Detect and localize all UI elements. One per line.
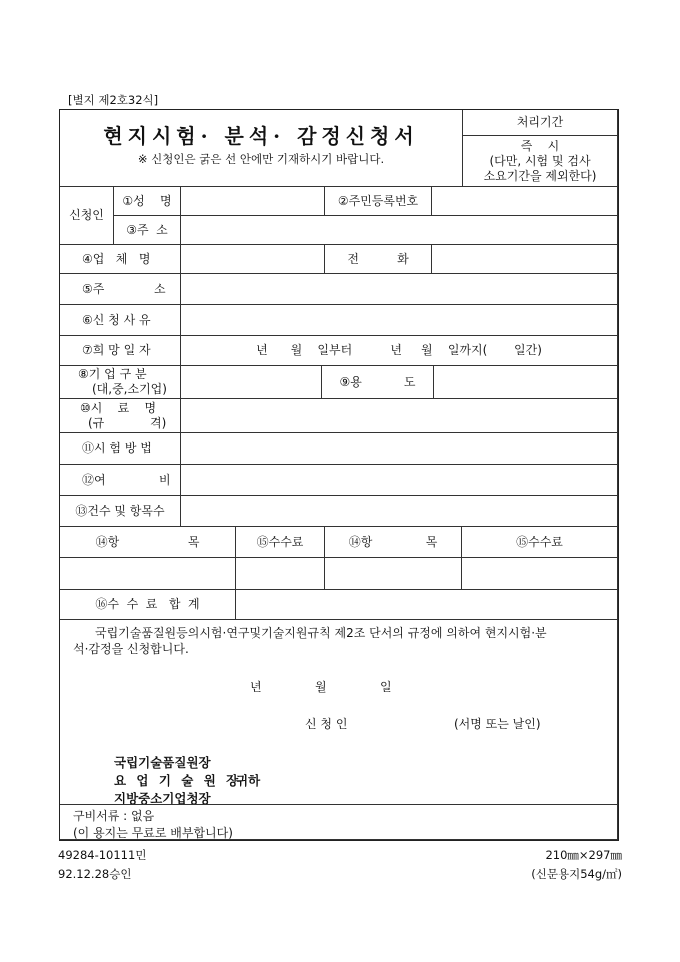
item-header-1: ⑭항 목 (59, 526, 236, 558)
reason-label: ⑥신 청 사 유 (59, 304, 181, 336)
free-note: (이 용지는 무료로 배부합니다) (73, 826, 233, 840)
name-label: ①성 명 (113, 186, 181, 216)
fee-total-input[interactable] (235, 589, 618, 620)
rrn-label: ②주민등록번호 (324, 186, 432, 216)
fee-input-1[interactable] (235, 557, 325, 590)
date-input[interactable]: 년 월 일부터 년 월 일까지( 일간) (180, 335, 618, 366)
processing-value-cell (462, 135, 618, 187)
address2-input[interactable] (180, 273, 618, 305)
footer-paper: (신문용지54g/㎡) (531, 867, 622, 881)
footer-code: 49284-10111민 (58, 848, 147, 862)
header-title-cell (59, 109, 463, 187)
signature-note: (서명 또는 날인) (454, 717, 541, 731)
declaration-line-2: 석·감정을 신청합니다. (73, 642, 189, 656)
processing-note-2: 소요기간을 제외한다) (483, 168, 597, 183)
count-input[interactable] (180, 495, 618, 527)
enterprise-input[interactable] (180, 365, 322, 399)
fee-input-2[interactable] (461, 557, 618, 590)
date-label: ⑦희 망 일 자 (59, 335, 181, 366)
address2-label: ⑤주 소 (59, 273, 181, 305)
enterprise-label-cell (59, 365, 181, 399)
fee-header-2: ⑮수수료 (461, 526, 618, 558)
declaration-date: 년 월 일 (250, 680, 392, 694)
processing-note-1: (다만, 시험 및 검사 (489, 153, 591, 168)
attachments: 구비서류 : 없음 (73, 809, 155, 823)
processing-value: 즉 시 (520, 138, 560, 153)
travel-input[interactable] (180, 464, 618, 496)
recipient-suffix: 귀하 (236, 773, 261, 788)
form-number: [별지 제2호32식] (68, 93, 159, 107)
travel-label: ⑫여 비 (59, 464, 181, 496)
method-label: ⑪시 험 방 법 (59, 432, 181, 465)
footer-size: 210㎜×297㎜ (545, 848, 622, 862)
phone-label: 전 화 (324, 244, 432, 274)
enterprise-label: ⑧기 업 구 분 (78, 367, 147, 381)
phone-input[interactable] (431, 244, 618, 274)
item-input-2[interactable] (324, 557, 462, 590)
sample-label: ⑩시 료 명 (80, 400, 157, 415)
page-title: 현지시험· 분석· 감정신청서 (103, 124, 419, 148)
company-label: ④업 체 명 (59, 244, 181, 274)
processing-label: 처리기간 (462, 109, 618, 136)
enterprise-sublabel: (대,중,소기업) (92, 382, 167, 396)
footer-approved: 92.12.28승인 (58, 867, 132, 881)
fee-total-label: ⑯수 수 료 합 계 (59, 589, 236, 620)
declaration-line-1: 국립기술품질원등의시험·연구및기술지원규칙 제2조 단서의 규정에 의하여 현지시험·분 (95, 626, 547, 640)
recipient-2: 요 업 기 술 원 장 (114, 773, 242, 788)
item-input-1[interactable] (59, 557, 236, 590)
address-label: ③주 소 (113, 215, 181, 245)
sample-input[interactable] (180, 398, 618, 433)
count-label: ⑬건수 및 항목수 (59, 495, 181, 527)
fee-header-1: ⑮수수료 (235, 526, 325, 558)
recipient-3: 지방중소기업청장 (114, 791, 211, 806)
company-input[interactable] (180, 244, 325, 274)
declaration-applicant: 신 청 인 (305, 717, 348, 731)
item-header-2: ⑭항 목 (324, 526, 462, 558)
notice: ※ 신청인은 굵은 선 안에만 기재하시기 바랍니다. (137, 152, 385, 166)
method-input[interactable] (180, 432, 618, 465)
applicant-label: 신청인 (59, 186, 114, 245)
address-input[interactable] (180, 215, 618, 245)
reason-input[interactable] (180, 304, 618, 336)
rrn-input[interactable] (431, 186, 618, 216)
sample-label-cell (59, 398, 181, 433)
name-input[interactable] (180, 186, 325, 216)
sample-sublabel: (규 격) (88, 415, 167, 430)
recipient-1: 국립기술품질원장 (114, 755, 211, 770)
usage-label: ⑨용 도 (321, 365, 434, 399)
usage-input[interactable] (433, 365, 618, 399)
